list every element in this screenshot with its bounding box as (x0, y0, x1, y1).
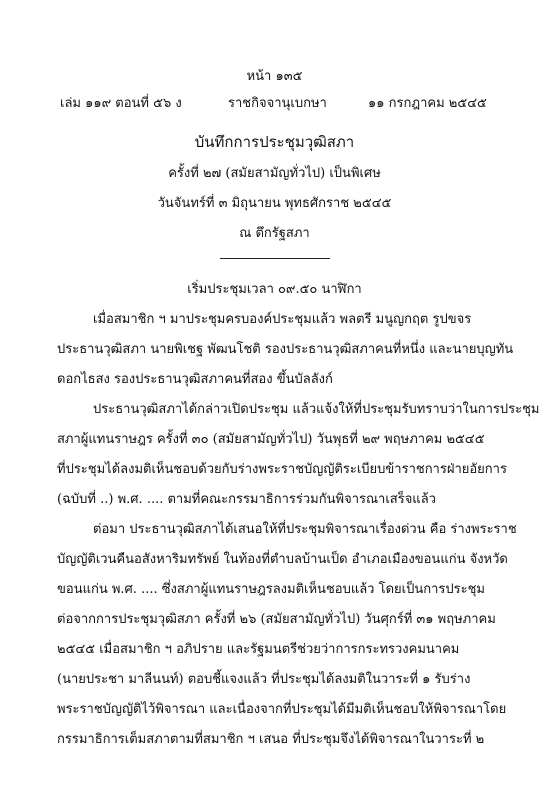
body-line: ต่อมา ประธานวุฒิสภาได้เสนอให้ที่ประชุมพิจารณาเรื่องด่วน คือ ร่างพระราช (93, 522, 517, 537)
body-line: บัญญัติเวนคืนอสังหาริมทรัพย์ ในท้องที่ตำบลบ้านเป็ด อำเภอเมืองขอนแก่น จังหวัด (57, 552, 508, 567)
gazette-name: ราชกิจจานุเบกษา (228, 96, 327, 111)
body-line: (นายประชา มาลีนนท์) ตอบชี้แจงแล้ว ที่ประชุมได้ลงมติในวาระที่ ๑ รับร่าง (57, 672, 471, 687)
page-number: หน้า ๑๓๕ (246, 69, 303, 84)
body-line: กรรมาธิการเต็มสภาตามที่สมาชิก ฯ เสนอ ที่ประชุมจึงได้พิจารณาในวาระที่ ๒ (57, 732, 485, 747)
body-line: ขอนแก่น พ.ศ. .... ซึ่งสภาผู้แทนราษฎรลงมติเห็นชอบแล้ว โดยเป็นการประชุม (57, 582, 485, 597)
body-line: ประธานวุฒิสภาได้กล่าวเปิดประชุม แล้วแจ้งให้ที่ประชุมรับทราบว่าในการประชุม (93, 402, 540, 417)
divider (220, 258, 330, 259)
body-line: เมื่อสมาชิก ฯ มาประชุมครบองค์ประชุมแล้ว พลตรี มนูญกฤต รูปขจร (93, 312, 472, 327)
meeting-place: ณ ตึกรัฐสภา (239, 226, 310, 241)
body-line: ที่ประชุมได้ลงมติเห็นชอบด้วยกับร่างพระราชบัญญัติระเบียบข้าราชการฝ่ายอัยการ (57, 462, 507, 477)
session-line: ครั้งที่ ๒๗ (สมัยสามัญทั่วไป) เป็นพิเศษ (168, 166, 381, 181)
gazette-date: ๑๑ กรกฎาคม ๒๕๔๕ (368, 96, 487, 111)
start-time: เริ่มประชุมเวลา ๐๙.๕๐ นาฬิกา (187, 282, 362, 297)
body-line: (ฉบับที่ ..) พ.ศ. .... ตามที่คณะกรรมาธิการร่วมกันพิจารณาเสร็จแล้ว (57, 492, 436, 507)
body-line: ดอกไธสง รองประธานวุฒิสภาคนที่สอง ขึ้นบัลลังก์ (57, 372, 333, 387)
body-line: พระราชบัญญัติไว้พิจารณา และเนื่องจากที่ประชุมได้มีมติเห็นชอบให้พิจารณาโดย (57, 702, 507, 717)
body-line: สภาผู้แทนราษฎร ครั้งที่ ๓๐ (สมัยสามัญทั่วไป) วันพุธที่ ๒๙ พฤษภาคม ๒๕๔๕ (57, 432, 485, 447)
meeting-date: วันจันทร์ที่ ๓ มิถุนายน พุทธศักราช ๒๕๔๕ (157, 196, 392, 211)
body-line: ประธานวุฒิสภา นายพิเชฐ พัฒนโชติ รองประธานวุฒิสภาคนที่หนึ่ง และนายบุญทัน (57, 342, 514, 357)
body-line: ๒๕๔๕ เมื่อสมาชิก ฯ อภิปราย และรัฐมนตรีช่วยว่าการกระทรวงคมนาคม (57, 642, 460, 657)
volume-number: เล่ม ๑๑๙ ตอนที่ ๕๖ ง (60, 96, 182, 111)
body-line: ต่อจากการประชุมวุฒิสภา ครั้งที่ ๒๖ (สมัยสามัญทั่วไป) วันศุกร์ที่ ๓๑ พฤษภาคม (57, 612, 496, 627)
document-title: บันทึกการประชุมวุฒิสภา (194, 133, 355, 151)
